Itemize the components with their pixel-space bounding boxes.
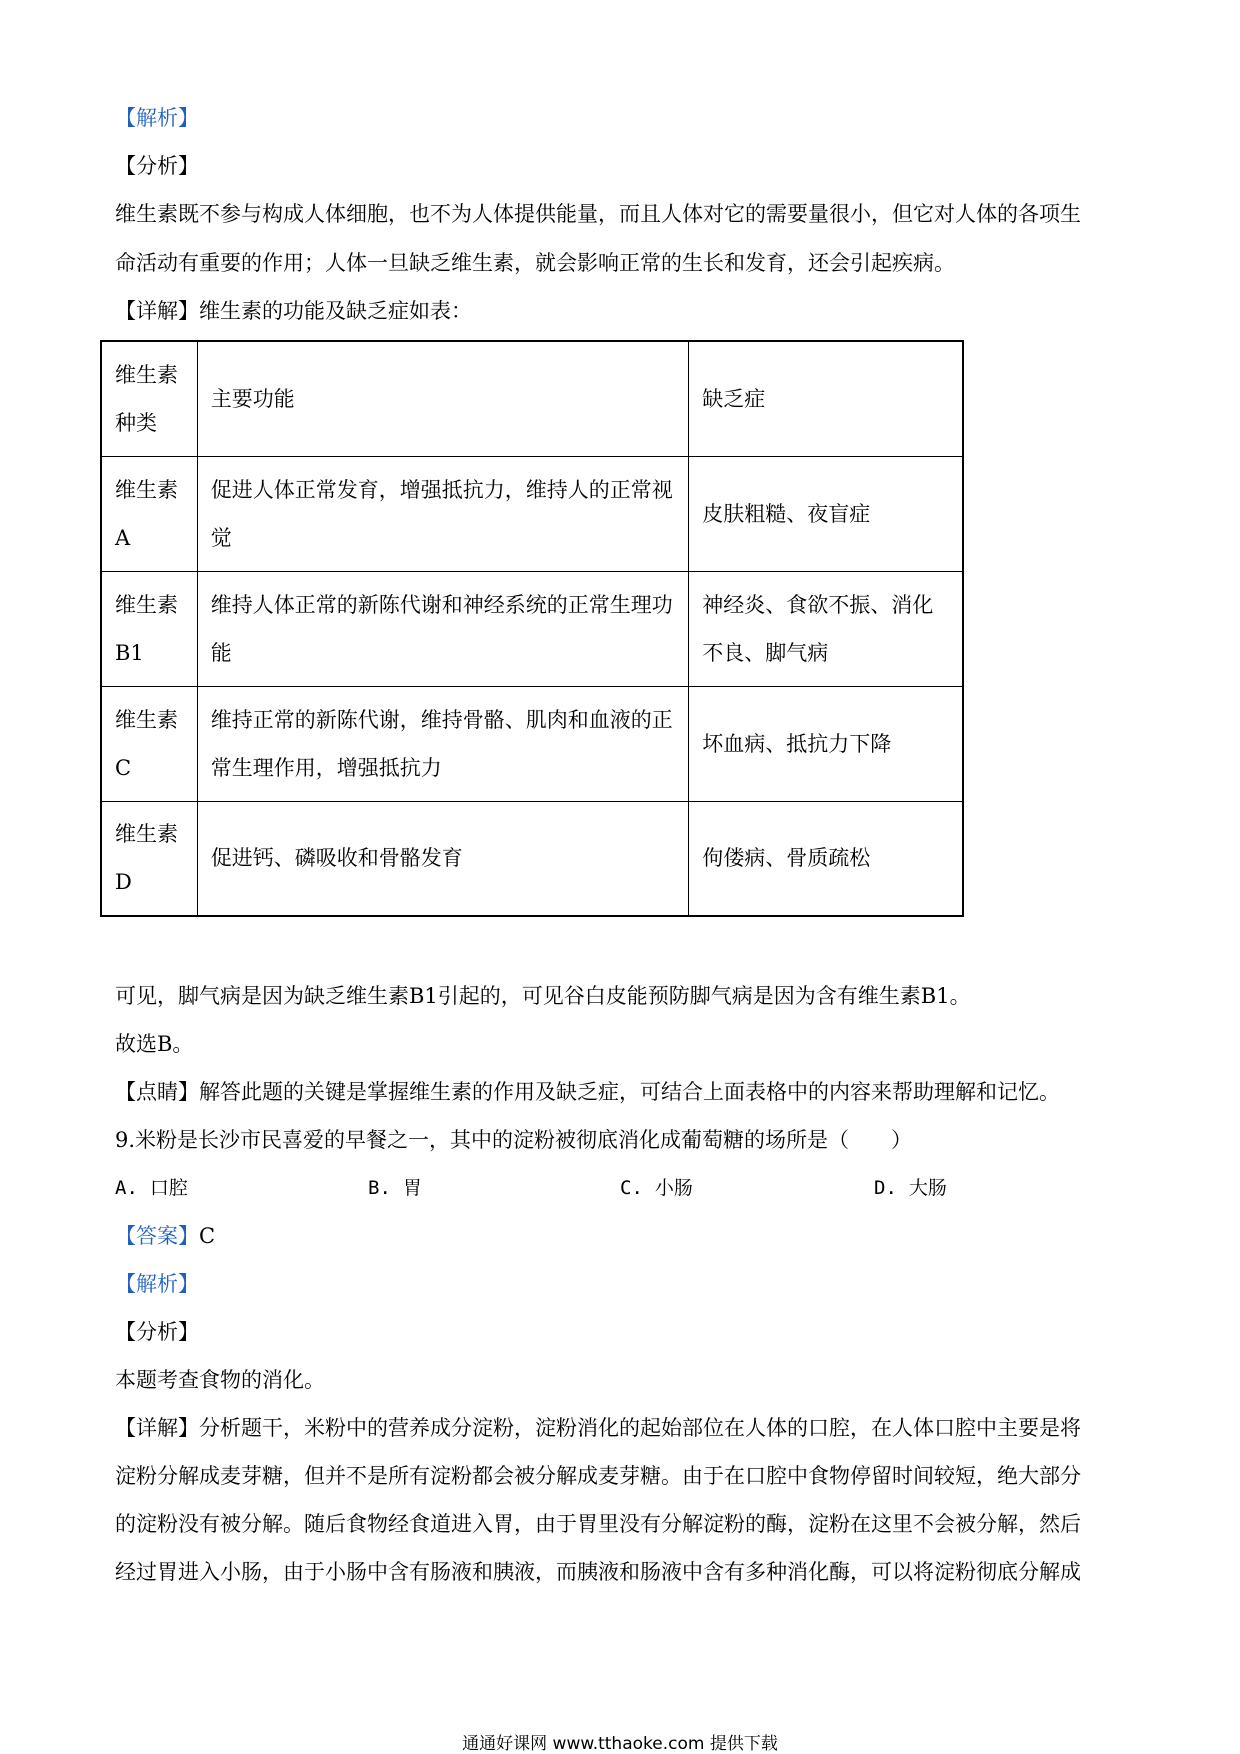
table-cell: 维持人体正常的新陈代谢和神经系统的正常生理功能 [197, 571, 688, 686]
answer-value: C [199, 1224, 216, 1248]
table-row [101, 456, 963, 571]
section-heading-fenxi: 【分析】 [115, 154, 199, 178]
option-text: 口腔 [149, 1177, 188, 1199]
table-row [101, 571, 963, 686]
detail-text: 维生素的功能及缺乏症如表： [199, 299, 472, 323]
section-heading-jiexi: 【解析】 [115, 106, 199, 130]
analysis-line-1: 维生素既不参与构成人体细胞，也不为人体提供能量，而且人体对它的需要量很小，但它对人体的各项生 [115, 202, 1081, 226]
table-cell: 维持正常的新陈代谢，维持骨骼、肌肉和血液的正常生理作用，增强抵抗力 [197, 686, 688, 801]
table-cell: 坏血病、抵抗力下降 [689, 686, 963, 801]
detail-2-line-1 [115, 1414, 1081, 1442]
detail-2-line-2: 淀粉分解成麦芽糖，但并不是所有淀粉都会被分解成麦芽糖。由于在口腔中食物停留时间较短，绝大部分 [115, 1464, 1081, 1488]
answer-line [115, 1222, 215, 1250]
option-letter: D. [874, 1177, 897, 1199]
table-header-cell: 维生素种类 [101, 341, 197, 456]
detail-2-text: 分析题干，米粉中的营养成分淀粉，淀粉消化的起始部位在人体的口腔，在人体口腔中主要是将 [199, 1416, 1081, 1440]
option-text: 小肠 [654, 1177, 693, 1199]
section-heading-jiexi-2: 【解析】 [115, 1272, 199, 1296]
dianjing-tag: 【点睛】 [115, 1080, 199, 1104]
question-9: 9.米粉是长沙市民喜爱的早餐之一，其中的淀粉被彻底消化成葡萄糖的场所是（ ） [115, 1128, 913, 1152]
table-cell: 皮肤粗糙、夜盲症 [689, 456, 963, 571]
table-row [101, 801, 963, 916]
table-row [101, 686, 963, 801]
table-cell: 维生素B1 [101, 571, 197, 686]
table-header-row [101, 341, 963, 456]
table-cell: 佝偻病、骨质疏松 [689, 801, 963, 916]
option-letter: A. [115, 1177, 138, 1199]
option-d [874, 1174, 947, 1202]
option-letter: B. [368, 1177, 391, 1199]
detail-tag: 【详解】 [115, 299, 199, 323]
option-b [368, 1174, 422, 1202]
detail-intro [115, 297, 472, 325]
section-heading-fenxi-2: 【分析】 [115, 1320, 199, 1344]
table-header-cell: 缺乏症 [689, 341, 963, 456]
detail-2-line-4: 经过胃进入小肠，由于小肠中含有肠液和胰液，而胰液和肠液中含有多种消化酶，可以将淀粉彻底分解成 [115, 1560, 1081, 1584]
dianjing-text: 解答此题的关键是掌握维生素的作用及缺乏症，可结合上面表格中的内容来帮助理解和记忆。 [199, 1080, 1060, 1104]
option-text: 胃 [402, 1177, 422, 1199]
analysis-2-text: 本题考查食物的消化。 [115, 1368, 325, 1392]
vitamin-table [100, 340, 964, 917]
table-cell: 促进人体正常发育，增强抵抗力，维持人的正常视觉 [197, 456, 688, 571]
answer-tag: 【答案】 [115, 1224, 199, 1248]
table-cell: 促进钙、磷吸收和骨骼发育 [197, 801, 688, 916]
page-footer: 通通好课网 www.tthaoke.com 提供下载 [462, 1734, 778, 1754]
table-cell: 维生素A [101, 456, 197, 571]
choice-text: 故选B。 [115, 1032, 194, 1056]
option-a [115, 1174, 188, 1202]
option-c [620, 1174, 693, 1202]
detail-2-line-3: 的淀粉没有被分解。随后食物经食道进入胃，由于胃里没有分解淀粉的酶，淀粉在这里不会被分解，然后 [115, 1512, 1081, 1536]
table-cell: 维生素C [101, 686, 197, 801]
option-letter: C. [620, 1177, 643, 1199]
table-cell: 神经炎、食欲不振、消化不良、脚气病 [689, 571, 963, 686]
option-text: 大肠 [908, 1177, 947, 1199]
table-cell: 维生素D [101, 801, 197, 916]
analysis-line-2: 命活动有重要的作用；人体一旦缺乏维生素，就会影响正常的生长和发育，还会引起疾病。 [115, 251, 955, 275]
detail-2-tag: 【详解】 [115, 1416, 199, 1440]
dianjing-line [115, 1078, 1060, 1106]
table-header-cell: 主要功能 [197, 341, 688, 456]
conclusion-text: 可见，脚气病是因为缺乏维生素B1引起的，可见谷白皮能预防脚气病是因为含有维生素B1。 [115, 984, 971, 1008]
